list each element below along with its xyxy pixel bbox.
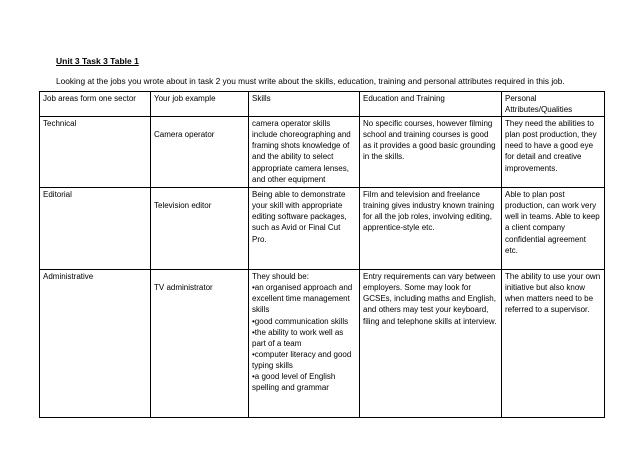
- attributes-cell: [502, 188, 605, 270]
- attributes-text: They need the abilities to plan post production, they need to have a good eye for detail and creative improvements.: [505, 119, 597, 173]
- header-education-training: Education and Training: [360, 92, 502, 117]
- attributes-text: Able to plan post production, can work very well in teams. Able to keep a client company confidential agreement etc.: [505, 190, 600, 255]
- job-example-cell: [151, 117, 249, 188]
- job-area-text: Editorial: [43, 190, 72, 200]
- job-area-text: Administrative: [43, 272, 94, 282]
- document-title: Unit 3 Task 3 Table 1: [56, 56, 139, 66]
- job-example-text: Television editor: [154, 201, 212, 211]
- instructions-text: Looking at the jobs you wrote about in task 2 you must write about the skills, education, training and personal attributes required in this job.: [56, 76, 565, 86]
- education-text: Entry requirements can vary between employers. Some may look for GCSEs, including maths and English, and others may test your keyboard, filing and telephone skills at interview.: [363, 272, 497, 326]
- job-example-cell: [151, 270, 249, 418]
- skills-text: camera operator skills include choreographing and framing shots knowledge of and the ability to select appropriate camera lenses, and other equipment: [252, 119, 351, 184]
- attributes-text: The ability to use your own initiative but also know when matters need to be referred to a supervisor.: [505, 272, 601, 315]
- attributes-cell: [502, 270, 605, 418]
- skills-text: Being able to demonstrate your skill with appropriate editing software packages, such as Avid or Final Cut Pro.: [252, 190, 347, 244]
- education-text: No specific courses, however filming school and training courses is good as it provides a good basic grounding in the skills.: [363, 119, 496, 162]
- table-row: [40, 188, 605, 270]
- table-header-row: [40, 92, 605, 117]
- skills-text: They should be: •an organised approach and excellent time management skills •good communication skills •the ability to work well as part of a team •computer literacy and good typing skills •a good level of English spelling and grammar: [252, 272, 353, 393]
- skills-cell: [249, 117, 360, 188]
- education-cell: [360, 188, 502, 270]
- job-area-cell: [40, 188, 151, 270]
- table-row: [40, 117, 605, 188]
- header-skills: Skills: [249, 92, 360, 117]
- job-example-cell: [151, 188, 249, 270]
- skills-cell: [249, 188, 360, 270]
- header-job-areas: Job areas form one sector: [40, 92, 151, 117]
- job-area-cell: [40, 270, 151, 418]
- job-example-text: TV administrator: [154, 283, 213, 293]
- skills-cell: [249, 270, 360, 418]
- table-row: [40, 270, 605, 418]
- attributes-cell: [502, 117, 605, 188]
- job-area-cell: [40, 117, 151, 188]
- education-text: Film and television and freelance training gives industry known training for all the job roles, involving editing, apprentice-style etc.: [363, 190, 495, 233]
- header-job-example: Your job example: [151, 92, 249, 117]
- job-attributes-table: [39, 91, 605, 418]
- header-personal-attributes: Personal Attributes/Qualities: [502, 92, 605, 117]
- job-area-text: Technical: [43, 119, 77, 129]
- education-cell: [360, 270, 502, 418]
- job-example-text: Camera operator: [154, 130, 215, 140]
- education-cell: [360, 117, 502, 188]
